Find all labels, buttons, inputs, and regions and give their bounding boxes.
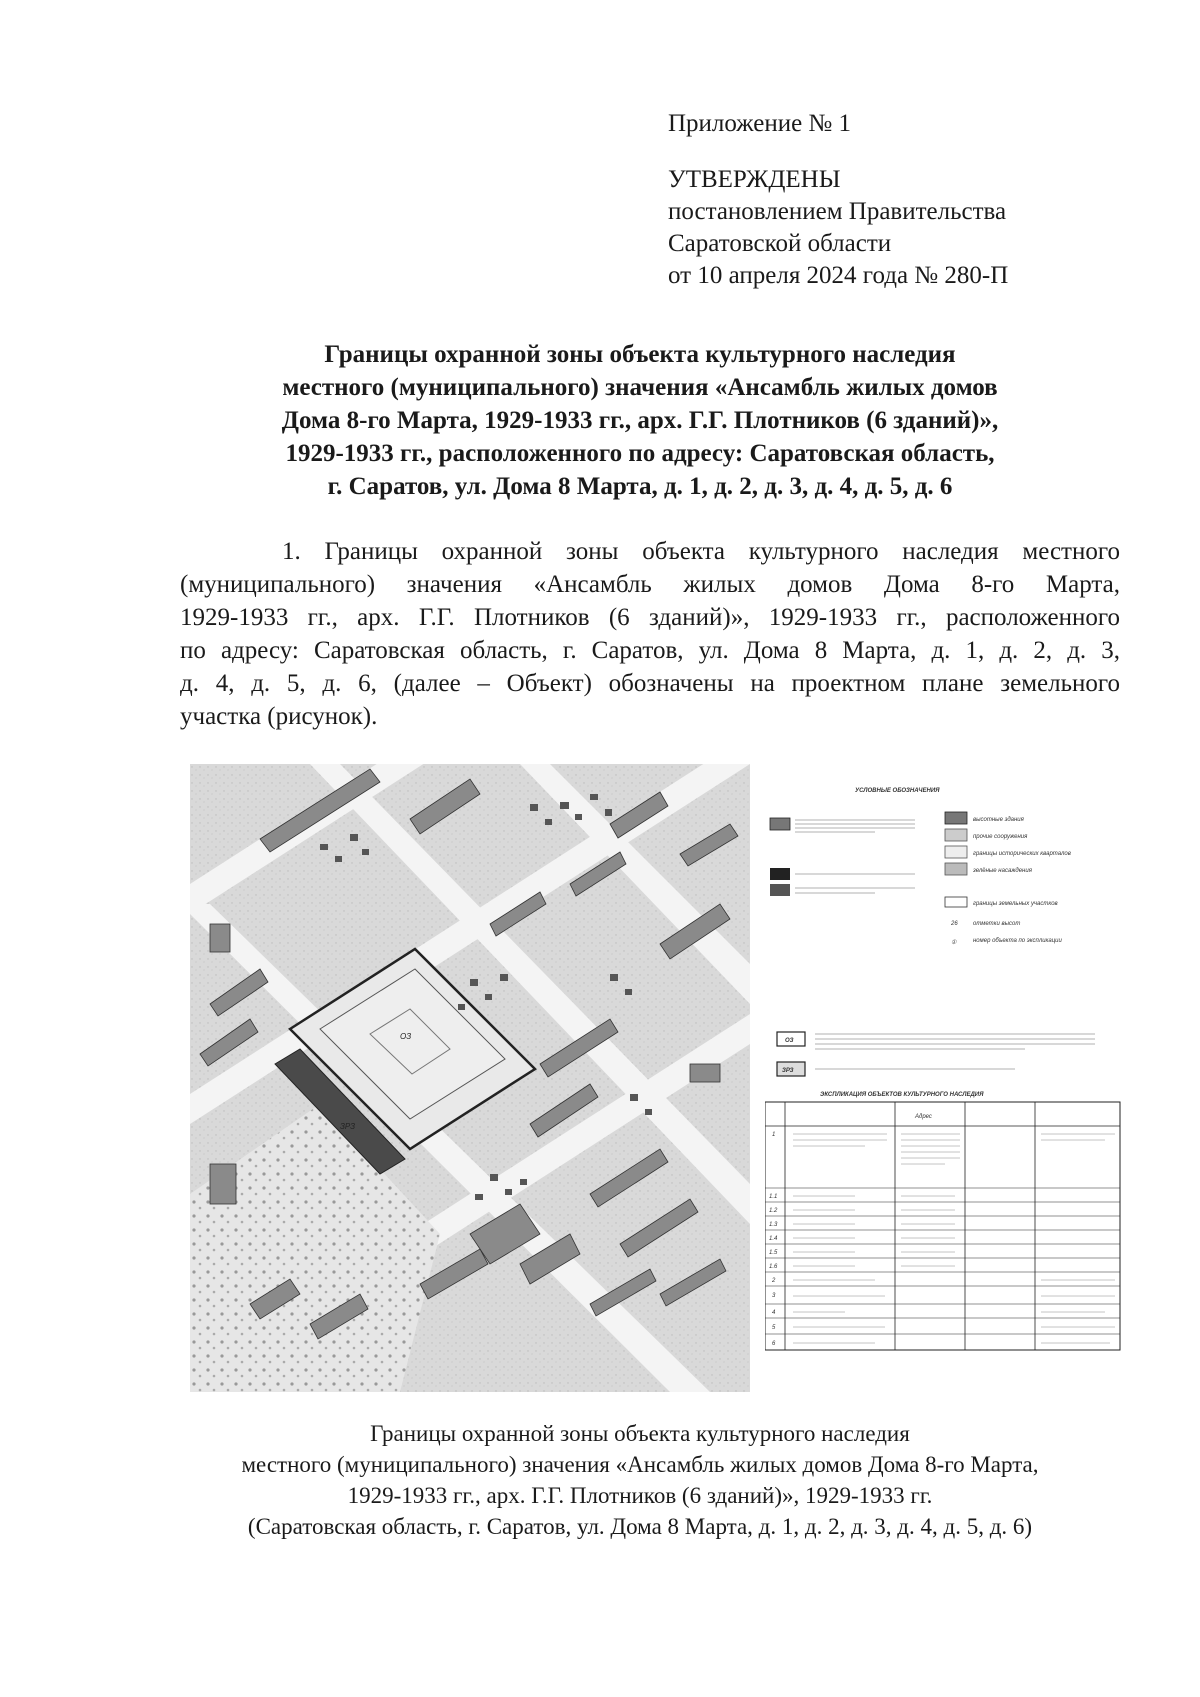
legend-right-items xyxy=(945,812,1071,946)
legend-title: УСЛОВНЫЕ ОБОЗНАЧЕНИЯ xyxy=(855,788,940,794)
approval-block xyxy=(668,108,1008,292)
approval-line-3: от 10 апреля 2024 года № 280-П xyxy=(668,262,1009,289)
document-title xyxy=(170,338,1110,503)
table-row-1-3: 1.3 xyxy=(769,1222,778,1228)
legend-left-swatches xyxy=(770,818,915,896)
legend-circled-number: ① xyxy=(951,940,957,946)
legend-zrz-code: ЗРЗ xyxy=(782,1068,794,1074)
table-title: ЭКСПЛИКАЦИЯ ОБЪЕКТОВ КУЛЬТУРНОГО НАСЛЕДИЯ xyxy=(820,1092,984,1098)
legend-land-plots: границы земельных участков xyxy=(973,901,1058,907)
table-row-1-2: 1.2 xyxy=(769,1208,778,1214)
paragraph-1 xyxy=(180,535,1120,733)
legend-height-number: 26 xyxy=(951,921,958,927)
paragraph-line-3: 1929-1933 гг., арх. Г.Г. Плотников (6 зданий)», 1929-1933 гг., расположенного xyxy=(180,604,1120,631)
caption-line-4: (Саратовская область, г. Саратов, ул. Дома 8 Марта, д. 1, д. 2, д. 3, д. 4, д. 5, д. 6) xyxy=(247,1514,1033,1539)
caption-line-2: местного (муниципального) значения «Ансамбль жилых домов Дома 8-го Марта, xyxy=(241,1452,1039,1477)
table-row-1-1: 1.1 xyxy=(769,1194,778,1200)
legend-structures: прочие сооружения xyxy=(973,834,1028,840)
figure-caption xyxy=(170,1418,1110,1542)
caption-line-3: 1929-1933 гг., арх. Г.Г. Плотников (6 зданий)», 1929-1933 гг. xyxy=(347,1483,933,1508)
title-line-4: 1929-1933 гг., расположенного по адресу: Саратовская область, xyxy=(285,440,995,467)
title-line-1: Границы охранной зоны объекта культурного наследия xyxy=(324,341,956,368)
appendix-number: Приложение № 1 xyxy=(668,110,852,137)
table-row-4: 4 xyxy=(772,1310,776,1316)
table-row-6: 6 xyxy=(772,1341,776,1347)
table-row-1: 1 xyxy=(772,1132,776,1138)
site-plan-map xyxy=(190,764,750,1392)
map-zone-label-zrz: ЗРЗ xyxy=(340,1122,355,1131)
figure-plan xyxy=(190,764,1126,1392)
table-header-address: Адрес xyxy=(915,1114,932,1120)
paragraph-line-4: по адресу: Саратовская область, г. Саратов, ул. Дома 8 Марта, д. 1, д. 2, д. 3, xyxy=(180,637,1120,664)
map-zone-label-oz: ОЗ xyxy=(400,1032,412,1041)
legend-tall-buildings: высотные здания xyxy=(973,817,1024,823)
legend-height-marks: отметки высот xyxy=(973,921,1021,927)
table-row-1-6: 1.6 xyxy=(769,1264,778,1270)
legend-object-number: номер объекта по экспликации xyxy=(973,938,1062,944)
table-row-1-4: 1.4 xyxy=(769,1236,778,1242)
title-line-5: г. Саратов, ул. Дома 8 Марта, д. 1, д. 2, д. 3, д. 4, д. 5, д. 6 xyxy=(327,473,953,500)
table-row-5: 5 xyxy=(772,1325,776,1331)
legend-quarters: границы исторических кварталов xyxy=(973,851,1071,857)
expl-table xyxy=(765,1102,1120,1350)
table-row-1-5: 1.5 xyxy=(769,1250,778,1256)
title-line-3: Дома 8-го Марта, 1929-1933 гг., арх. Г.Г. Плотников (6 зданий)», xyxy=(281,407,999,434)
map-legend xyxy=(765,764,1126,1392)
caption-line-1: Границы охранной зоны объекта культурного наследия xyxy=(370,1421,910,1446)
title-line-2: местного (муниципального) значения «Ансамбль жилых домов xyxy=(282,374,998,401)
paragraph-line-1: 1. Границы охранной зоны объекта культурного наследия местного xyxy=(282,538,1120,565)
paragraph-line-5: д. 4, д. 5, д. 6, (далее – Объект) обозначены на проектном плане земельного xyxy=(180,670,1120,697)
approved-heading: УТВЕРЖДЕНЫ xyxy=(668,166,841,193)
approval-line-1: постановлением Правительства xyxy=(668,198,1007,225)
legend-oz-code: ОЗ xyxy=(785,1038,794,1044)
table-row-3: 3 xyxy=(772,1293,776,1299)
approval-line-2: Саратовской области xyxy=(668,230,892,257)
legend-zone-codes xyxy=(777,1032,1095,1076)
paragraph-line-6: участка (рисунок). xyxy=(180,703,378,730)
table-row-2: 2 xyxy=(772,1278,776,1284)
legend-greenery: зелёные насаждения xyxy=(973,868,1032,874)
paragraph-line-2: (муниципального) значения «Ансамбль жилых домов Дома 8-го Марта, xyxy=(180,571,1120,598)
